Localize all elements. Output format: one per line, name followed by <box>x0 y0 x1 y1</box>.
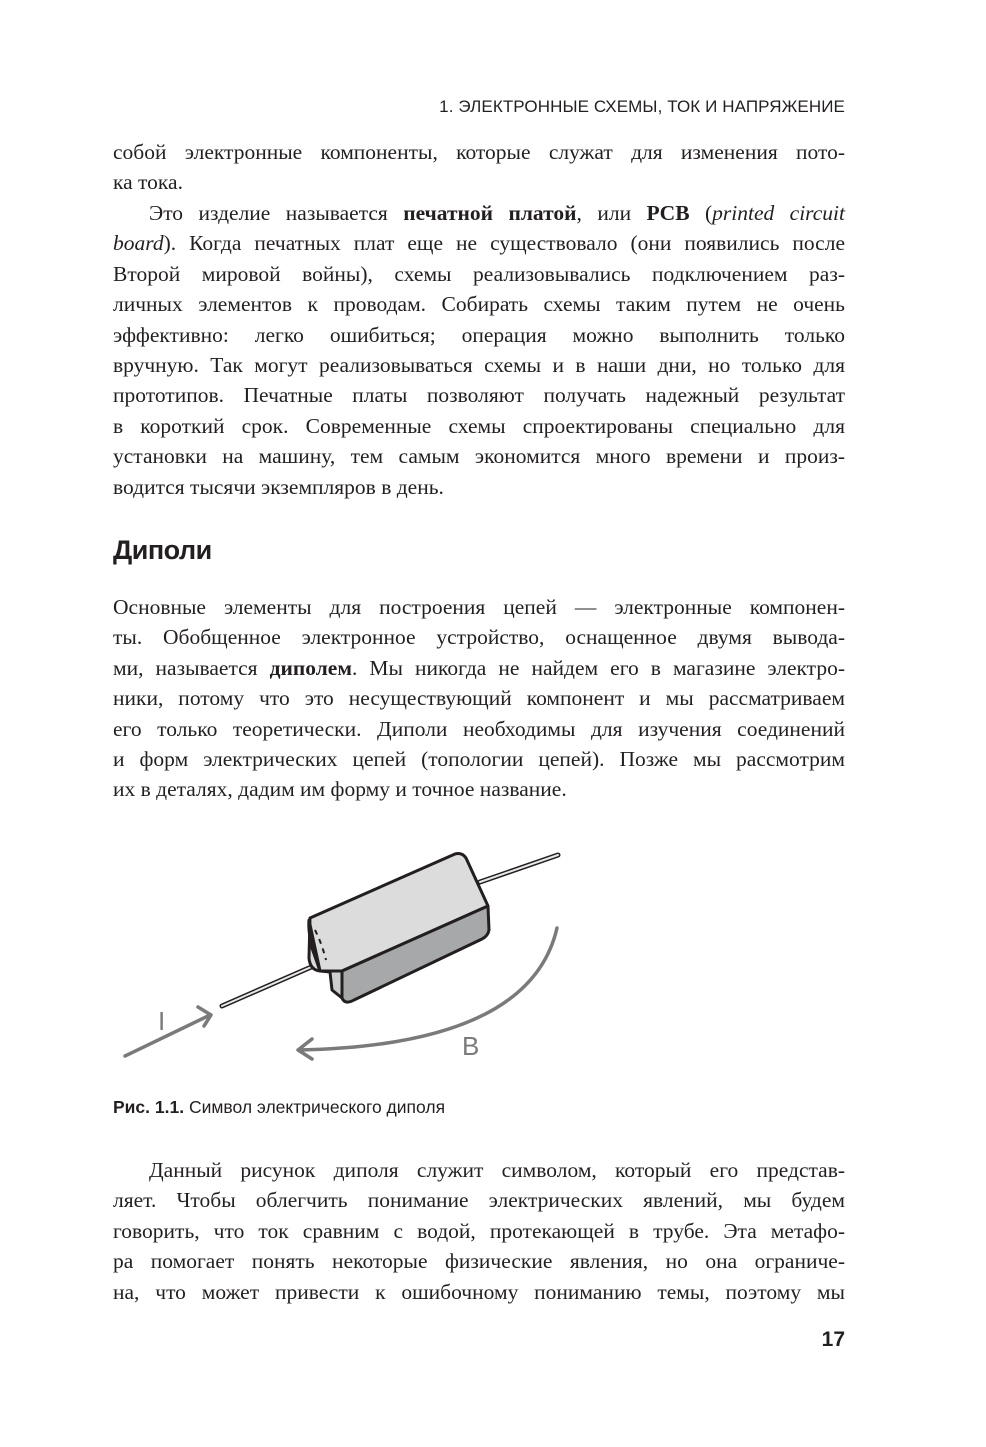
text-line <box>113 653 845 683</box>
text-line: на, что может привести к ошибочному пониманию темы, поэтому мы <box>113 1279 845 1304</box>
text-line: ты. Обобщенное электронное устройство, оснащенное двумя вывода- <box>113 625 845 650</box>
term-english: printed circuit <box>712 201 845 225</box>
term-pcb-ru: печатной платой <box>403 201 577 225</box>
text-span: ми, называется <box>113 655 270 680</box>
text-line: прототипов. Печатные платы позволяют получать надежный результат <box>113 383 845 408</box>
caption-text: Символ электрического диполя <box>184 1097 446 1117</box>
text-line: собой электронные компоненты, которые служат для изменения пото- <box>113 140 845 164</box>
paragraph-dipoles <box>113 592 845 805</box>
text-span: ( <box>689 201 713 225</box>
text-span: Это изделие называется <box>149 201 404 225</box>
current-label: I <box>158 1006 166 1036</box>
text-line: ляет. Чтобы облегчить понимание электрических явлений, мы будем <box>113 1188 845 1213</box>
text-line: Основные элементы для построения цепей — электронные компонен- <box>113 595 845 619</box>
text-span: , или <box>576 201 647 225</box>
text-span: ). Когда печатных плат еще не существовало (они появились после <box>163 231 845 256</box>
caption-number: Рис. 1.1. <box>113 1097 185 1117</box>
figure-caption <box>113 1097 445 1118</box>
text-line: ра помогает понять некоторые физические явления, но она ограниче- <box>113 1249 845 1274</box>
text-line: вручную. Так могут реализовываться схемы и в наши дни, но только для <box>113 353 845 378</box>
voltage-label: B <box>462 1031 480 1061</box>
paragraph-pcb <box>113 198 845 502</box>
text-line: его только теоретически. Диполи необходимы для изучения соединений <box>113 716 845 741</box>
term-pcb: PCB <box>646 201 690 225</box>
text-line <box>113 228 845 258</box>
paragraph-metaphor <box>113 1155 845 1307</box>
section-heading: Диполи <box>113 535 212 565</box>
text-line: водится тысячи экземпляров в день. <box>113 474 444 499</box>
text-span: . Мы никогда не найдем его в магазине электро- <box>351 655 845 680</box>
dipole-illustration <box>110 840 580 1070</box>
running-head: 1. ЭЛЕКТРОННЫЕ СХЕМЫ, ТОК И НАПРЯЖЕНИЕ <box>439 97 845 116</box>
figure-dipole <box>110 840 580 1070</box>
text-line: и форм электрических цепей (топологии цепей). Позже мы рассмотрим <box>113 747 845 772</box>
text-line: личных элементов к проводам. Собирать схемы таким путем не очень <box>113 292 845 317</box>
text-line: говорить, что ток сравним с водой, протекающей в трубе. Эта метафо- <box>113 1218 845 1243</box>
text-line <box>113 198 845 228</box>
text-line: установки на машину, тем самым экономится много времени и произ- <box>113 444 845 469</box>
text-line: Второй мировой войны), схемы реализовывались подключением раз- <box>113 261 845 286</box>
term-english: board <box>113 231 164 256</box>
current-arrow-icon <box>125 1007 211 1056</box>
text-line: Данный рисунок диполя служит символом, который его представ- <box>149 1158 845 1182</box>
text-line: эффективно: легко ошибиться; операция можно выполнить только <box>113 322 845 347</box>
page-number: 17 <box>821 1328 845 1351</box>
paragraph-continuation <box>113 137 845 198</box>
text-line: их в деталях, дадим им форму и точное название. <box>113 777 567 802</box>
text-line: ники, потому что это несуществующий компонент и мы рассматриваем <box>113 686 845 711</box>
term-dipole: диполем <box>269 655 352 680</box>
text-line: ка тока. <box>113 170 183 195</box>
text-line: в короткий срок. Современные схемы спроектированы специально для <box>113 413 845 438</box>
